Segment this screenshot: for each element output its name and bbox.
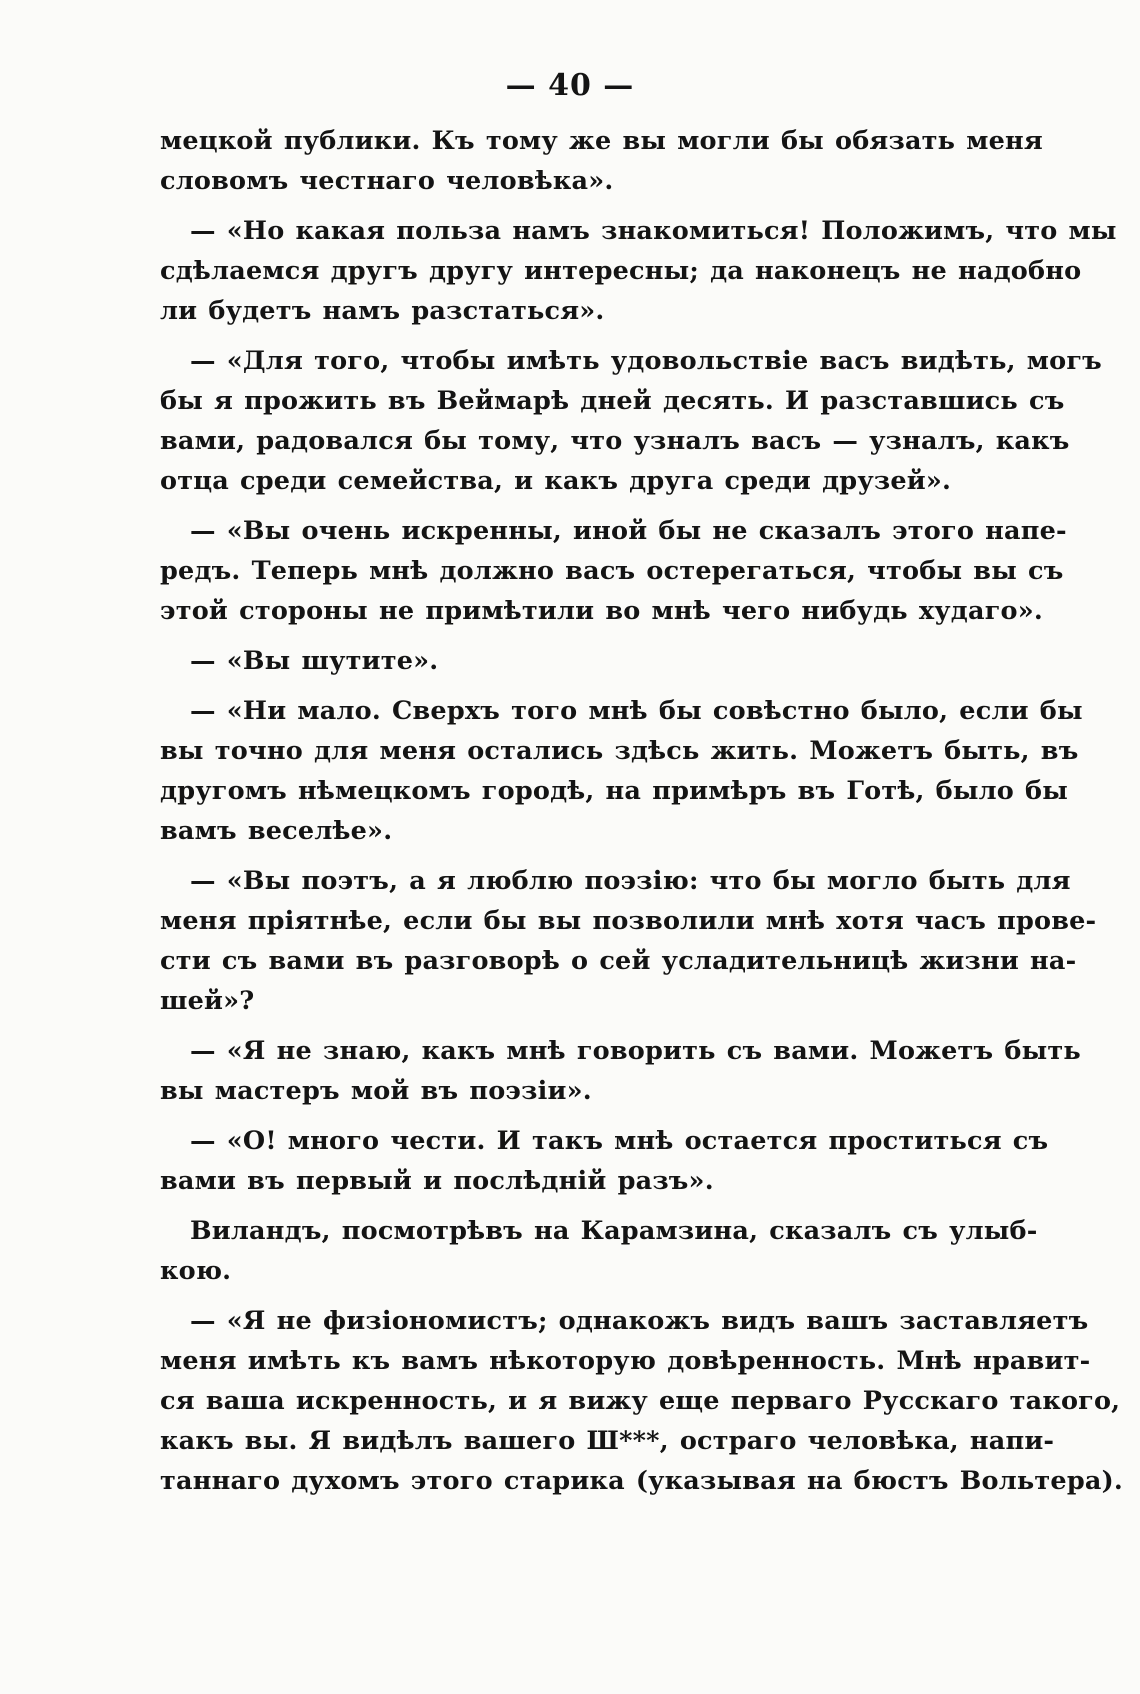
text-line: ли будетъ намъ разстаться». — [160, 296, 605, 326]
paragraph — [160, 1031, 1081, 1111]
paragraph — [160, 211, 1117, 331]
paragraph — [160, 341, 1102, 501]
text-line: ся ваша искренность, и я вижу еще перваго Русскаго такого, — [160, 1386, 1121, 1416]
text-line: вы мастеръ мой въ поэзіи». — [160, 1076, 592, 1106]
text-line: сти съ вами въ разговорѣ о сей усладительницѣ жизни на- — [160, 946, 1077, 976]
text-line: таннаго духомъ этого старика (указывая на бюстъ Вольтера). — [160, 1466, 1123, 1496]
paragraph-gap — [160, 1201, 1015, 1211]
text-line: — «Ни мало. Сверхъ того мнѣ бы совѣстно было, если бы — [190, 696, 1083, 726]
text-line: — «Я не физіономистъ; однакожъ видъ вашъ заставляетъ — [190, 1306, 1089, 1336]
paragraph-gap — [160, 851, 1015, 861]
paragraph — [160, 691, 1083, 851]
text-line: кою. — [160, 1256, 232, 1286]
paragraph-gap — [160, 1111, 1015, 1121]
text-line: шей»? — [160, 986, 255, 1016]
text-line: меня имѣть къ вамъ нѣкоторую довѣренность. Мнѣ нравит- — [160, 1346, 1091, 1376]
paragraph-gap — [160, 681, 1015, 691]
text-line: — «Но какая польза намъ знакомиться! Положимъ, что мы — [190, 216, 1117, 246]
text-line: сдѣлаемся другъ другу интересны; да наконецъ не надобно — [160, 256, 1082, 286]
paragraph — [160, 511, 1067, 631]
text-line: отца среди семейства, и какъ друга среди друзей». — [160, 466, 952, 496]
text-line: словомъ честнаго человѣка». — [160, 166, 614, 196]
text-line: редъ. Теперь мнѣ должно васъ остерегаться, чтобы вы съ — [160, 556, 1064, 586]
paragraph-gap — [160, 201, 1015, 211]
text-line: — «Вы шутите». — [190, 646, 439, 676]
text-line: — «Я не знаю, какъ мнѣ говорить съ вами. Можетъ быть — [190, 1036, 1081, 1066]
text-line: бы я прожить въ Веймарѣ дней десять. И разставшись съ — [160, 386, 1065, 416]
paragraph — [160, 641, 1015, 681]
text-line: Виландъ, посмотрѣвъ на Карамзина, сказалъ съ улыб- — [190, 1216, 1038, 1246]
text-line: этой стороны не примѣтили во мнѣ чего нибудь худаго». — [160, 596, 1043, 626]
paragraph-gap — [160, 631, 1015, 641]
text-line: меня пріятнѣе, если бы вы позволили мнѣ хотя часъ прове- — [160, 906, 1097, 936]
page-body — [160, 121, 1123, 1501]
text-line: — «Вы очень искренны, иной бы не сказалъ этого напе- — [190, 516, 1067, 546]
text-line: вами, радовался бы тому, что узналъ васъ — узналъ, какъ — [160, 426, 1070, 456]
text-line: вами въ первый и послѣдній разъ». — [160, 1166, 714, 1196]
text-line: вы точно для меня остались здѣсь жить. Можетъ быть, въ — [160, 736, 1079, 766]
paragraph-gap — [160, 501, 1015, 511]
text-line: другомъ нѣмецкомъ городѣ, на примѣръ въ Готѣ, было бы — [160, 776, 1069, 806]
page-number: — 40 — — [505, 68, 635, 103]
paragraph — [160, 1301, 1123, 1501]
text-line: вамъ веселѣе». — [160, 816, 393, 846]
text-line: мецкой публики. Къ тому же вы могли бы обязать меня — [160, 126, 1043, 156]
paragraph — [160, 121, 1043, 201]
paragraph-gap — [160, 1021, 1015, 1031]
text-line: — «О! много чести. И такъ мнѣ остается проститься съ — [190, 1126, 1049, 1156]
text-line: какъ вы. Я видѣлъ вашего Ш***, остраго человѣка, напи- — [160, 1426, 1055, 1456]
paragraph — [160, 1121, 1049, 1201]
text-line: — «Для того, чтобы имѣть удовольствіе васъ видѣть, могъ — [190, 346, 1102, 376]
paragraph — [160, 1211, 1038, 1291]
paragraph-gap — [160, 331, 1015, 341]
paragraph-gap — [160, 1291, 1015, 1301]
text-line: — «Вы поэтъ, а я люблю поэзію: что бы могло быть для — [190, 866, 1071, 896]
paragraph — [160, 861, 1097, 1021]
